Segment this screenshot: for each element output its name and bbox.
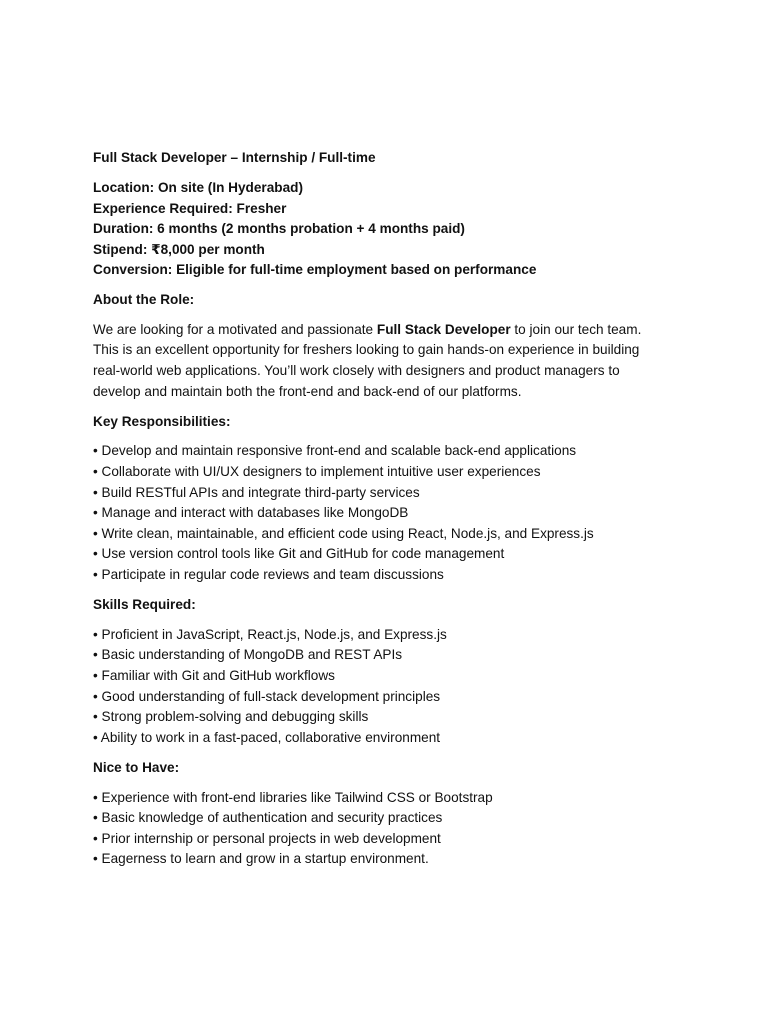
detail-conversion: Conversion: Eligible for full-time employment based on performance bbox=[93, 262, 537, 278]
document-content bbox=[93, 148, 713, 879]
about-line: develop and maintain both the front-end and back-end of our platforms. bbox=[93, 383, 522, 399]
list-item: • Write clean, maintainable, and efficient code using React, Node.js, and Express.js bbox=[93, 525, 594, 541]
list-item: • Develop and maintain responsive front-end and scalable back-end applications bbox=[93, 443, 577, 459]
about-paragraph bbox=[93, 320, 713, 402]
about-line bbox=[93, 320, 713, 341]
list-item: • Experience with front-end libraries like Tailwind CSS or Bootstrap bbox=[93, 789, 493, 805]
detail-duration: Duration: 6 months (2 months probation + 4 months paid) bbox=[93, 221, 465, 237]
list-item: • Basic knowledge of authentication and security practices bbox=[93, 810, 443, 826]
about-role-name: Full Stack Developer bbox=[376, 321, 511, 337]
list-item: • Use version control tools like Git and GitHub for code management bbox=[93, 546, 505, 562]
list-item: • Familiar with Git and GitHub workflows bbox=[93, 667, 335, 683]
list-item: • Proficient in JavaScript, React.js, Node.js, and Express.js bbox=[93, 626, 447, 642]
list-item: • Good understanding of full-stack development principles bbox=[93, 688, 441, 704]
list-item: • Participate in regular code reviews and team discussions bbox=[93, 566, 444, 582]
list-item: • Ability to work in a fast-paced, collaborative environment bbox=[93, 729, 441, 745]
list-item: • Basic understanding of MongoDB and REST APIs bbox=[93, 647, 403, 663]
skills-heading: Skills Required: bbox=[93, 596, 196, 612]
responsibilities-heading: Key Responsibilities: bbox=[93, 413, 231, 429]
job-title: Full Stack Developer – Internship / Full-time bbox=[93, 150, 376, 165]
list-item: • Strong problem-solving and debugging skills bbox=[93, 709, 369, 725]
nice-to-have-list bbox=[93, 788, 713, 870]
skills-list bbox=[93, 625, 713, 749]
nice-to-have-heading: Nice to Have: bbox=[93, 759, 180, 775]
about-line: This is an excellent opportunity for freshers looking to gain hands-on experience in building bbox=[93, 342, 640, 358]
about-line: real-world web applications. You’ll work closely with designers and product managers to bbox=[93, 362, 620, 378]
about-heading: About the Role: bbox=[93, 291, 195, 307]
detail-stipend: Stipend: ₹8,000 per month bbox=[93, 241, 265, 257]
list-item: • Prior internship or personal projects in web development bbox=[93, 830, 441, 846]
list-item: • Collaborate with UI/UX designers to implement intuitive user experiences bbox=[93, 464, 541, 479]
job-details bbox=[93, 178, 713, 281]
detail-experience: Experience Required: Fresher bbox=[93, 200, 287, 216]
list-item: • Build RESTful APIs and integrate third-party services bbox=[93, 484, 420, 500]
list-item: • Manage and interact with databases like MongoDB bbox=[93, 505, 409, 521]
about-text: to join our tech team. bbox=[510, 321, 642, 337]
list-item: • Eagerness to learn and grow in a startup environment. bbox=[93, 851, 429, 867]
about-text: We are looking for a motivated and passionate bbox=[93, 321, 377, 337]
detail-location: Location: On site (In Hyderabad) bbox=[93, 180, 303, 196]
responsibilities-list bbox=[93, 441, 713, 585]
